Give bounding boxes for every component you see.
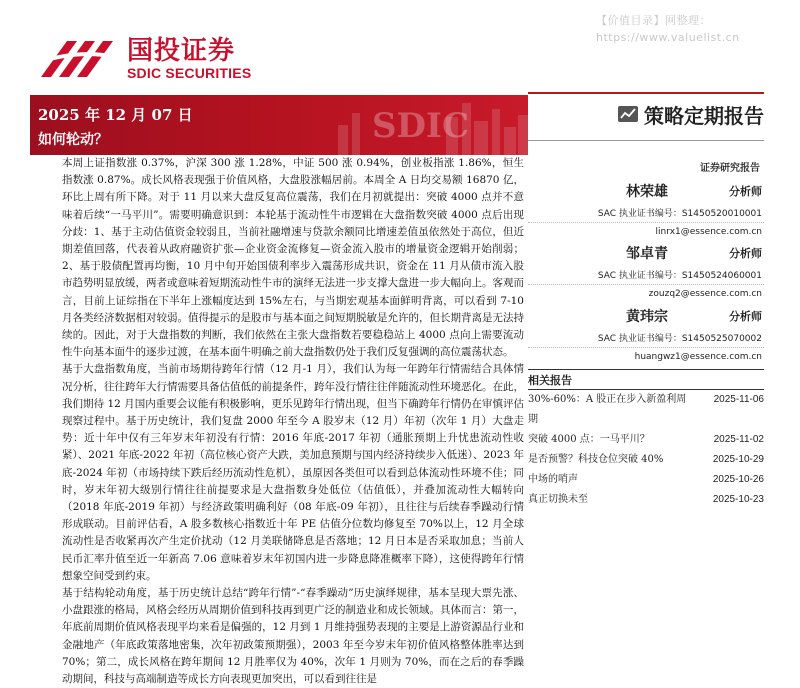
report-title: 如何轮动？: [38, 132, 108, 148]
analyst-role: 分析师: [729, 247, 762, 260]
related-reports: [528, 369, 764, 510]
analyst-cert: SAC 执业证书编号：S1450524060001: [597, 271, 762, 281]
watermark: [596, 12, 786, 46]
related-report-item[interactable]: [528, 450, 764, 470]
analyst-role: 分析师: [729, 185, 762, 198]
body-paragraph: 本周上证指数涨 0.37%，沪深 300 涨 1.28%，中证 500 涨 0.94%，创业板指涨 1.86%，恒生指数涨 0.87%。成长风格表现强于价值风格，大盘股涨幅居前。本周全 A 日均交易额 16870 亿，环比上周有所下降。对于 11 月以来大盘反复高位震荡，我们在月初就提出：突破 4000 点并不意味着后续“一马平川”。需要明确意识到：本轮基于流动性牛市逻辑在大盘指数突破 4000 点后出现分歧：1、基于主动估值资金较弱且，当前社融增速与贷款余额同比增速差值虽依然处于高位，但近期差值回落，代表着从政府融资扩张—企业资金流修复—资金流入股市的增量资金逻辑开始削弱；2、基于股债配置再均衡，10 月中旬开始国债利率步入震荡形成共识，资金在 11 月从债市流入股市趋势明显放缓，两者或意味着短期流动性牛市的演绎无法进一步支撑大盘进一步大幅向上。客观而言，目前上证综指在下半年上涨幅度达到 15%左右，与当期宏观基本面鲜明背离，可以看到 7-10 月各类经济数据相对较弱。值得提示的是股市与基本面之间短期脱敏是允许的，但长期背离是无法持续的。因此，对于大盘指数的判断，我们依然在主张大盘指数若要稳稳站上 4000 点向上需要流动性牛向基本面牛的逐步过渡，在基本面牛明确之前大盘指数仍处于我们反复强调的高位震荡状态。: [62, 157, 524, 359]
city-skyline-graphic: [328, 95, 528, 155]
related-report-date: 2025-10-23: [712, 494, 764, 505]
logo-chinese-name: 国投证券: [127, 36, 236, 66]
title-banner: [30, 95, 528, 155]
related-report-title[interactable]: 是否预警？科技仓位突破 40%: [528, 454, 664, 465]
related-report-date: 2025-11-06: [713, 394, 764, 405]
analyst-email[interactable]: linrx1@essence.com.cn: [655, 227, 762, 237]
analyst-card: [528, 243, 764, 301]
related-report-date: 2025-11-02: [713, 434, 764, 445]
banner-watermark-text: SDIC: [372, 106, 470, 146]
chart-icon: [618, 106, 638, 122]
report-type-header: [528, 92, 764, 136]
analyst-card: [528, 306, 764, 364]
analyst-card: [528, 181, 764, 239]
analyst-cert: SAC 执业证书编号：S1450520010001: [597, 209, 762, 219]
analyst-email[interactable]: huangwz1@essence.com.cn: [634, 352, 762, 362]
logo-english-name: SDIC SECURITIES: [127, 65, 252, 81]
related-report-date: 2025-10-26: [712, 474, 764, 485]
related-report-item[interactable]: [528, 390, 764, 430]
analyst-name: 邹卓青: [626, 246, 668, 262]
report-date: 2025 年 12 月 07 日: [38, 106, 193, 124]
related-report-title[interactable]: 真正切换未至: [528, 494, 588, 505]
analyst-role: 分析师: [729, 310, 762, 323]
body-paragraph: 基于大盘指数角度，当前市场期待跨年行情（12 月-1 月），我们认为每一年跨年行情需结合具体情况分析，往往跨年大行情需要具备估值低的前提条件，跨年没行情往往伴随流动性环境恶化。在此，我们期待 12 月国内重要会议能有积极影响，更乐见跨年行情出现，但当下确跨年行情仍在审慎评估现察过程中。基于历史统计，我们复盘 2000 年至今 A 股岁末（12 月）年初（次年 1 月）大盘走势：近十年中仅有三年岁末年初没有行情：2016 年底-2017 年初（通胀预期上升忧患流动性收紧）、2021 年底-2022 年初（高位核心资产大跌，美加息预期与国内经济持续步入低迷）、2023 年底-2024 年初（市场持续下跌后经历流动性危机），虽原因各类但可以看到总体流动性环境不佳；同时，岁末年初大级别行情往往前提要求是大盘指数身处低位（估值低），并叠加流动性大幅转向（2018 年底-2019 年初）与经济政策明确利好（08 年底-09 年初），且往往与后续春季躁动行情形成联动。目前评估看，A 股多数核心指数近十年 PE 估值分位数均修复至 70%以上，12 月全球流动性是否收紧再次产生定价扰动（12 月美联储降息是否落地；12 月日本是否采取加息；当前人民币汇率升值至近一年新高 7.06 意味着岁末年初国内进一步降息降准概率下降），这使得跨年行情想象空间受到约束。: [62, 363, 524, 582]
related-report-item[interactable]: [528, 470, 764, 490]
analyst-cert: SAC 执业证书编号：S1450525070002: [597, 334, 762, 344]
analyst-email[interactable]: zouzq2@essence.com.cn: [648, 289, 762, 299]
related-report-item[interactable]: [528, 490, 764, 510]
related-reports-title: 相关报告: [528, 369, 764, 390]
watermark-line-2: https://www.valuelist.cn: [596, 31, 740, 44]
body-paragraph: 基于结构轮动角度，基于历史统计总结“跨年行情”-“春季躁动”历史演绎规律，基本呈现大票先涨、小盘跟涨的格局，风格会经历从周期价值到科技再到更广泛的制造业和成长领域。具体而言：第一，年底前周期价值风格表现平均来看是偏强的，12 月到 1 月维持强势表现的主要是上游资源品行业和金融地产（年底政策落地密集，次年初政策预期强），2003 年至今岁末年初价值风格整体胜率达到 70%；第二，成长风格在跨年期间 12 月胜率仅为 40%，次年 1 月则为 70%，而在之后的春季躁动期间，科技与高端制造等成长方向表现更加突出，可以看到往往是: [62, 587, 524, 686]
company-logo: [37, 36, 251, 82]
report-body: [62, 155, 524, 686]
report-category: 证券研究报告: [700, 163, 760, 174]
related-report-item[interactable]: [528, 430, 764, 450]
related-report-date: 2025-10-29: [712, 454, 764, 465]
report-type: 策略定期报告: [644, 103, 764, 128]
sdic-logo-icon: [37, 37, 117, 81]
related-report-title[interactable]: 30%-60%：A 股正在步入新盈利周期: [528, 394, 687, 425]
analyst-name: 林荣雄: [626, 184, 668, 200]
related-report-title[interactable]: 突破 4000 点：一马平川？: [528, 434, 650, 445]
watermark-line-1: 【价值目录】网整理：: [596, 14, 711, 27]
related-report-title[interactable]: 中场的哨声: [528, 474, 578, 485]
sidebar-divider: [528, 140, 764, 141]
analyst-name: 黄玮宗: [626, 309, 668, 325]
